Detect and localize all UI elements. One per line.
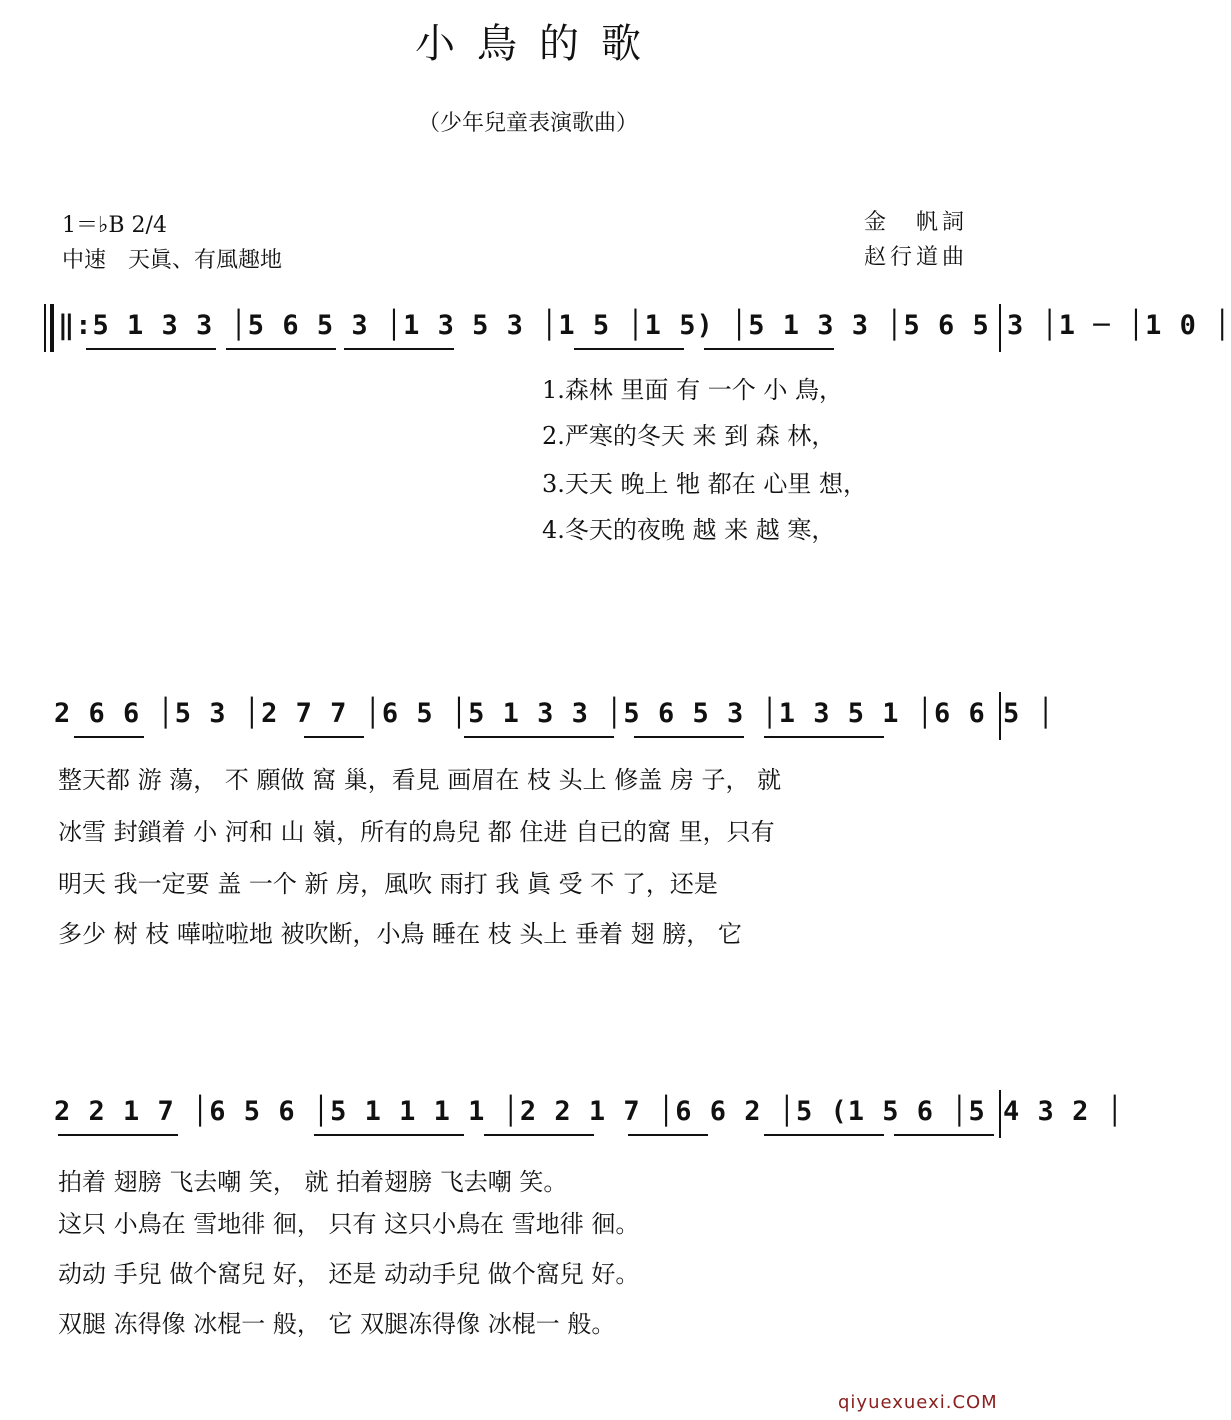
lyric-verse-2: 冰雪 封鎖着 小 河和 山 嶺，所有的鳥兒 都 住进 自已的窩 里，只有 [58, 818, 775, 846]
song-title: 小鳥的歌 [415, 21, 663, 67]
beam [484, 1134, 594, 1136]
site-watermark: qiyuexuexi.COM [838, 1392, 998, 1413]
beam [764, 1134, 884, 1136]
repeat-barline [50, 304, 54, 352]
lyric-verse-4: 双腿 冻得像 冰棍一 般， 它 双腿冻得像 冰棍一 般。 [58, 1310, 616, 1338]
song-subtitle: （少年兒童表演歌曲） [417, 111, 638, 136]
lyric-verse-4: 4.冬天的夜晚 越 来 越 寒， [542, 516, 836, 544]
beam [574, 348, 684, 350]
lyricist-credit: 金 帆詞 [864, 210, 969, 235]
tempo-marking: 中速 天眞、有風趣地 [62, 248, 283, 273]
beam [314, 1134, 464, 1136]
beam [226, 348, 336, 350]
lyric-verse-1: 1.森林 里面 有 一个 小 鳥， [542, 376, 844, 404]
lyric-verse-4: 多少 树 枝 嘩啦啦地 被吹断，小鳥 睡在 枝 头上 垂着 翅 膀， 它 [58, 920, 742, 948]
key-signature: 1＝♭B 2/4 [62, 213, 167, 238]
beam [628, 1134, 708, 1136]
music-system-2 [44, 688, 1055, 948]
beam [304, 736, 364, 738]
lyric-verse-1: 整天都 游 蕩， 不 願做 窩 巢，看見 画眉在 枝 头上 修盖 房 子， 就 [58, 766, 782, 794]
beam [764, 736, 884, 738]
notation-line: 2 6 6 │5 3 │2 7 7 │6 5 │5 1 3 3 │5 6 5 3 │1 3 5 1 │6 6 5 │ [54, 698, 1055, 729]
composer-credit: 赵行道曲 [864, 245, 969, 270]
beam [344, 348, 454, 350]
music-system-3 [44, 1086, 1124, 1346]
music-system-1 [44, 300, 1231, 560]
lyric-verse-2: 2.严寒的冬天 来 到 森 林， [542, 422, 836, 450]
beam [464, 736, 614, 738]
lyric-verse-3: 动动 手兒 做个窩兒 好， 还是 动动手兒 做个窩兒 好。 [58, 1260, 640, 1288]
lyric-verse-3: 3.天天 晚上 牠 都在 心里 想， [542, 470, 868, 498]
beam [894, 1134, 994, 1136]
lyric-verse-3: 明天 我一定要 盖 一个 新 房，風吹 雨打 我 眞 受 不 了，还是 [58, 870, 718, 898]
beam [86, 348, 216, 350]
beam [58, 1134, 178, 1136]
beam [74, 736, 144, 738]
barline [44, 304, 46, 352]
beam [704, 348, 834, 350]
beam [634, 736, 744, 738]
lyric-verse-2: 这只 小鳥在 雪地徘 徊， 只有 这只小鳥在 雪地徘 徊。 [58, 1210, 640, 1238]
lyric-verse-1: 拍着 翅膀 飞去嘲 笑， 就 拍着翅膀 飞去嘲 笑。 [58, 1168, 568, 1196]
notation-line: ‖:5 1 3 3 │5 6 5 3 │1 3 5 3 │1 5 │1 5) │5 1 3 3 │5 6 5 3 │1 ─ │1 0 │ [58, 310, 1231, 341]
notation-line: 2 2 1 7 │6 5 6 │5 1 1 1 1 │2 2 1 7 │6 6 2 │5 (1 5 6 │5 4 3 2 │ [54, 1096, 1124, 1127]
